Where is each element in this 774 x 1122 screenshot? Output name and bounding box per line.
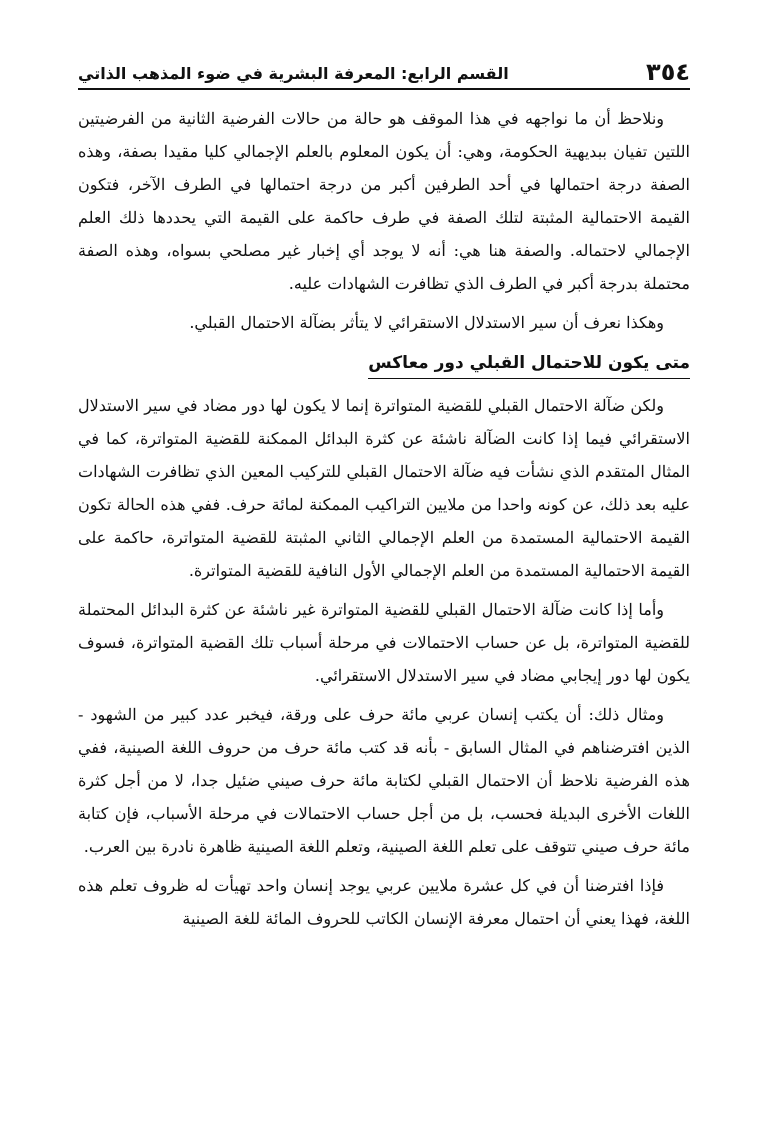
paragraph-4: وأما إذا كانت ضآلة الاحتمال القبلي للقضية المتواترة غير ناشئة عن كثرة البدائل المحتملة للقضية المتواترة، بل عن حساب الاحتمالات في مرحلة أسباب تلك القضية المتواترة، فسوف يكون لها دور إيجابي مضاد في سير الاستدلال الاستقرائي.: [78, 600, 690, 685]
paragraph-3: ولكن ضآلة الاحتمال القبلي للقضية المتواترة إنما لا يكون لها دور مضاد في سير الاستدلال الاستقرائي فيما إذا كانت الضآلة ناشئة عن كثرة البدائل الممكنة للقضية المتواترة، كما في المثال المتقدم الذي نشأت فيه ضآلة الاحتمال القبلي للتركيب المعين الذي تظافرت الشهادات عليه بعد ذلك، عن كونه واحدا من ملايين التراكيب الممكنة لمائة حرف. ففي هذه الحالة تكون القيمة الاحتمالية المستمدة من العلم الإجمالي الثاني المثبتة للقضية المتواترة، حاكمة على القيمة الاحتمالية المستمدة من العلم الإجمالي الأول النافية للقضية المتواترة.: [78, 396, 690, 580]
running-header: [78, 50, 690, 90]
paragraph-6: فإذا افترضنا أن في كل عشرة ملايين عربي يوجد إنسان واحد تهيأت له ظروف تعلم هذه اللغة، فهذا يعني أن احتمال معرفة الإنسان الكاتب للحروف المائة للغة الصينية: [78, 876, 690, 928]
book-page: [78, 50, 690, 941]
paragraph-1: ونلاحظ أن ما نواجهه في هذا الموقف هو حالة من حالات الفرضية الثانية من الفرضيتين اللتين تفيان ببديهية الحكومة، وهي: أن يكون المعلوم بالعلم الإجمالي كليا مقيدا بصفة، وهذه الصفة درجة احتمالها في أحد الطرفين أكبر من درجة احتمالها في الطرف الآخر، فتكون القيمة الاحتمالية المثبتة لتلك الصفة في طرف حاكمة على القيمة التي يحددها ذلك العلم الإجمالي لاحتماله. والصفة هنا هي: أنه لا يوجد أي إخبار غير مصلحي بسواه، وهذه الصفة محتملة بدرجة أكبر في الطرف الذي تظافرت الشهادات عليه.: [78, 109, 690, 293]
paragraph-5: ومثال ذلك: أن يكتب إنسان عربي مائة حرف على ورقة، فيخبر عدد كبير من الشهود - الذين افترضناهم في المثال السابق - بأنه قد كتب مائة حرف من حروف اللغة الصينية، ففي هذه الفرضية نلاحظ أن الاحتمال القبلي لكتابة مائة حرف صيني ضئيل جدا، لا من أجل كثرة اللغات الأخرى البديلة فحسب، بل من أجل حساب الاحتمالات في مرحلة الأسباب، فإن كتابة مائة حرف صيني تتوقف على تعلم اللغة الصينية، وتعلم اللغة الصينية ظاهرة نادرة بين العرب.: [78, 705, 690, 856]
running-header-title: القسم الرابع: المعرفة البشرية في ضوء المذهب الذاتي: [78, 64, 509, 83]
page-number: ٣٥٤: [646, 58, 690, 86]
paragraph-2: وهكذا نعرف أن سير الاستدلال الاستقرائي لا يتأثر بضآلة الاحتمال القبلي.: [189, 313, 664, 332]
body-text: [78, 102, 690, 935]
section-heading: متى يكون للاحتمال القبلي دور معاكس: [368, 349, 690, 379]
